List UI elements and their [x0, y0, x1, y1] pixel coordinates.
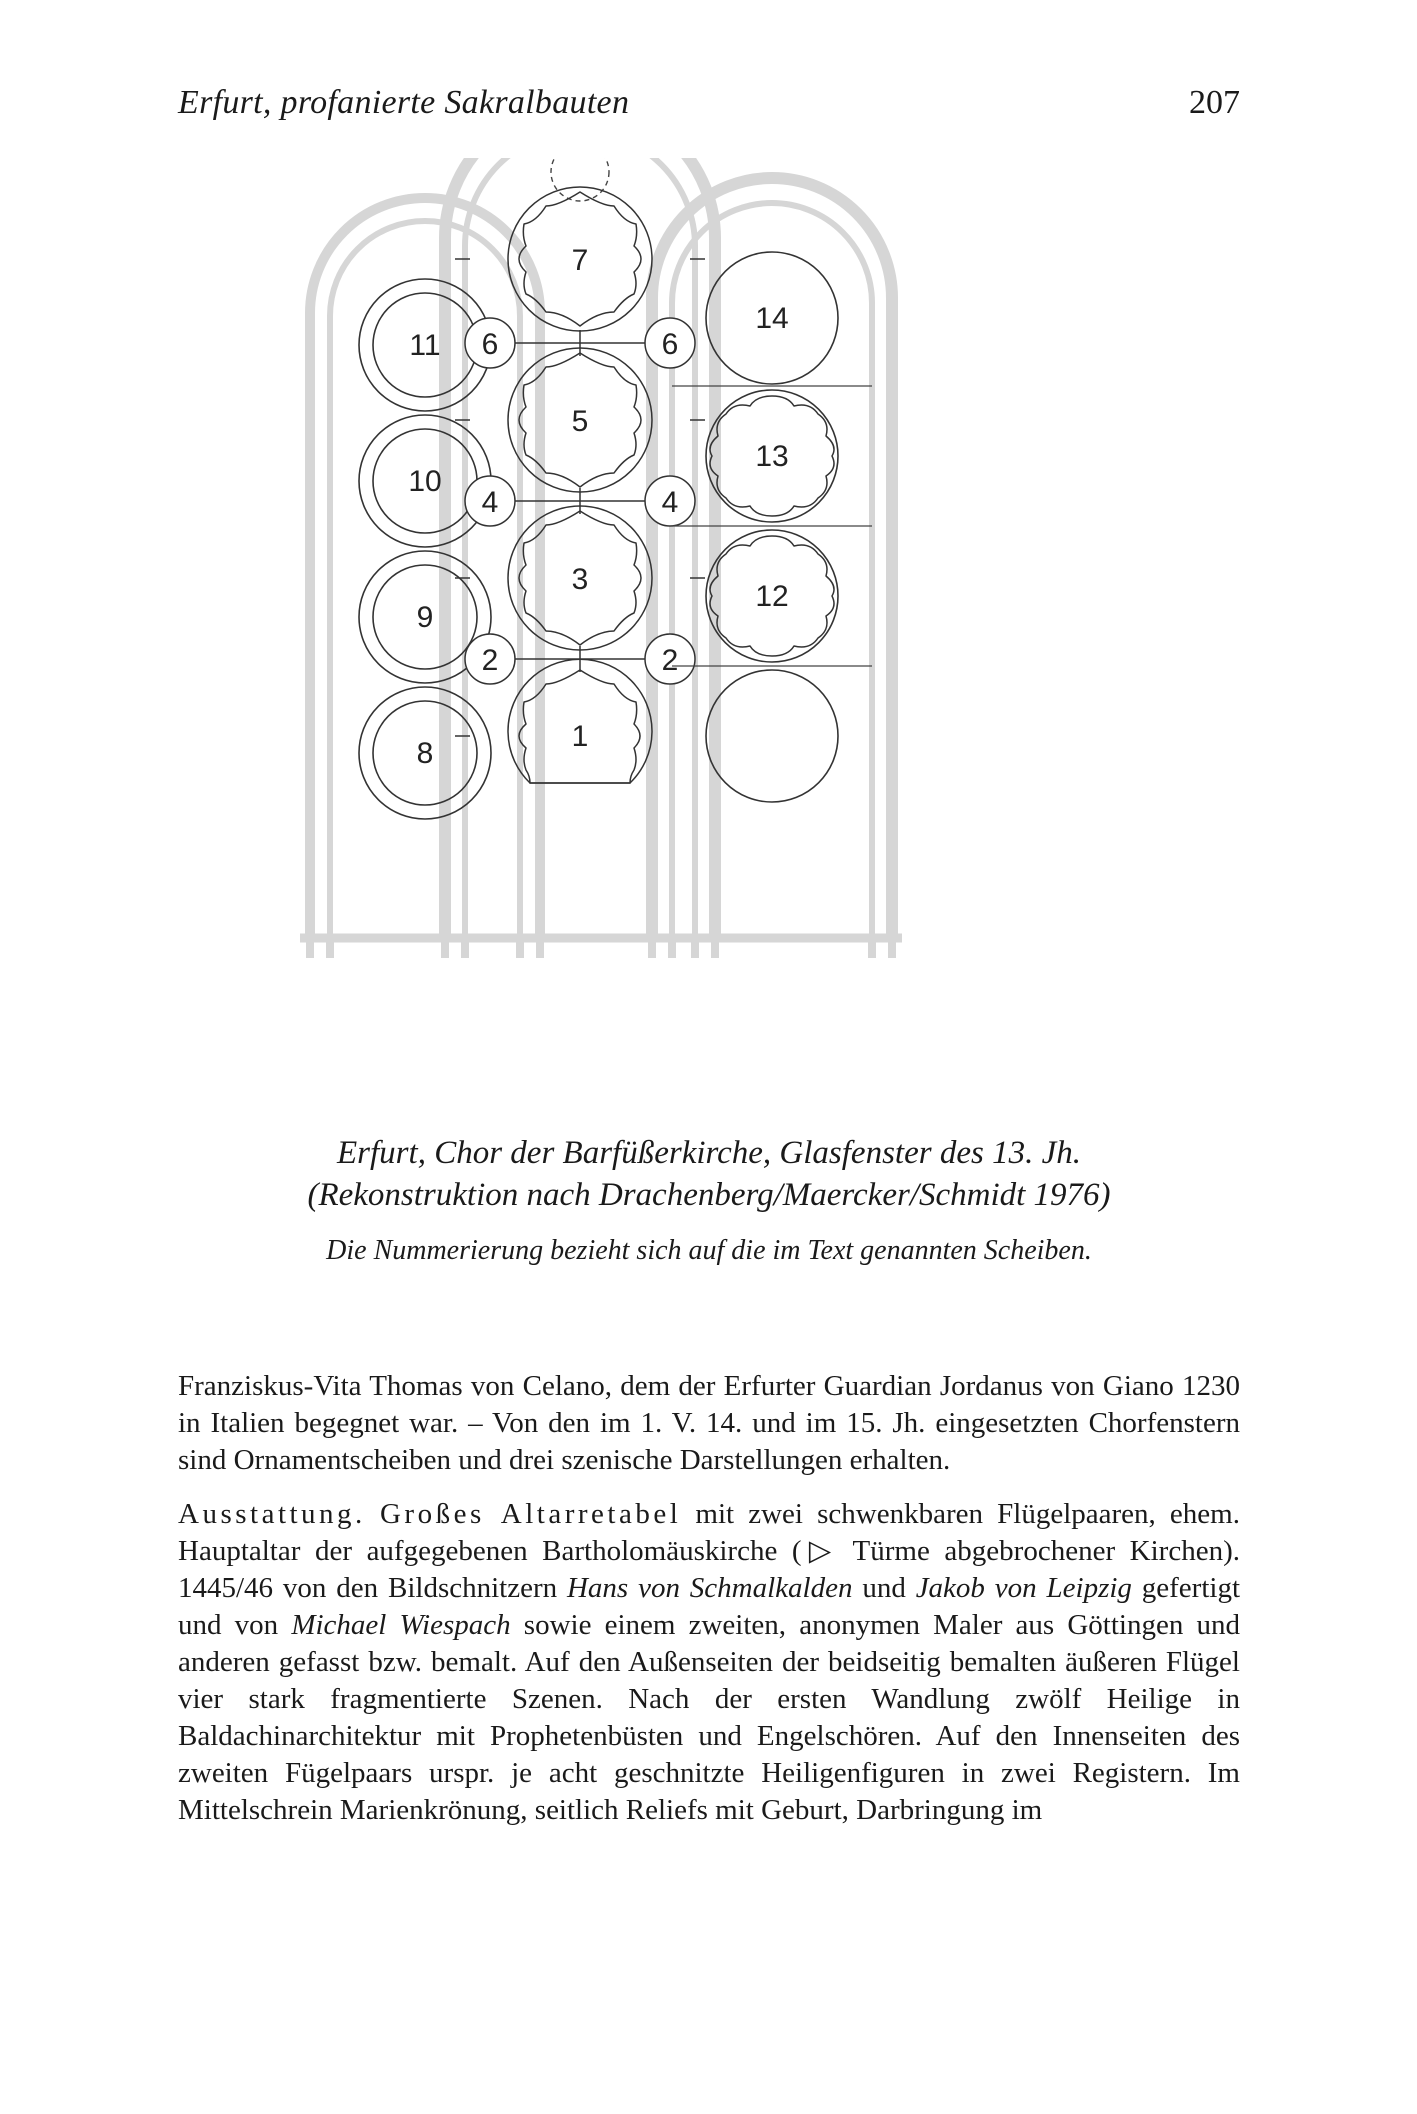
center-window-frame [435, 158, 725, 958]
small-label-6-right: 6 [661, 328, 679, 361]
left-label-8: 8 [416, 737, 434, 770]
p2-text-1: mit zwei schwenkbaren Flügelpaaren, ehem. Hauptaltar der aufgegebenen Bartholomäuskirche ( [178, 1498, 1240, 1567]
right-medallion-empty [706, 670, 838, 802]
center-label-3: 3 [571, 563, 589, 596]
left-label-11: 11 [409, 329, 441, 362]
caption-line-1: Erfurt, Chor der Barfüßerkirche, Glasfenster des 13. Jh. [337, 1135, 1081, 1171]
cross-reference-arrow-icon: ▷ [801, 1535, 839, 1567]
caption-line-2: (Rekonstruktion nach Drachenberg/Maercker/Schmidt 1976) [307, 1177, 1111, 1213]
small-label-4-right: 4 [661, 486, 679, 519]
right-window-frame [642, 178, 902, 958]
small-label-2-right: 2 [661, 644, 679, 677]
center-label-1: 1 [571, 720, 589, 753]
right-label-12: 12 [755, 580, 789, 613]
stained-glass-window-diagram [290, 158, 1130, 1108]
section-heading-ausstattung: Ausstattung. [178, 1498, 366, 1530]
left-label-10: 10 [408, 465, 442, 498]
artist-name-2: Jakob von Leipzig [915, 1572, 1132, 1604]
altarretabel-term: Großes Altarretabel [379, 1498, 682, 1530]
center-label-5: 5 [571, 405, 589, 438]
p2-text-5: sowie einem zweiten, anonymen Maler aus Göttingen und anderen gefasst bzw. bemalt. Auf den Außenseiten der beidseitig bemalten äußeren Flügel vier stark fragmentierte Szenen. Nach der ersten Wandlung zwölf Heilige in Baldachinarchitektur mit Prophetenbüsten und Engelschören. Auf den Innenseiten des zweiten Fügelpaars urspr. je acht geschnitzte Heiligenfiguren in zwei Registern. Im Mittelschrein Marienkrönung, seitlich Reliefs mit Geburt, Darbringung im [178, 1609, 1241, 1826]
p2-text-2: Türme abgebrochener Kirchen). 1445/46 von den Bildschnitzern [178, 1535, 1240, 1604]
paragraph-1: Franziskus-Vita Thomas von Celano, dem der Erfurter Guardian Jordanus von Giano 1230 in Italien begegnet war. – Von den im 1. V. 14. und im 15. Jh. eingesetzten Chorfenstern sind Ornamentscheiben und drei szenische Darstellungen erhalten. [178, 1370, 1240, 1476]
small-label-6-left: 6 [481, 328, 499, 361]
artist-name-3: Michael Wiespach [291, 1609, 511, 1641]
body-text [178, 1368, 1240, 1829]
small-label-4-left: 4 [481, 486, 499, 519]
small-label-2-left: 2 [481, 644, 499, 677]
running-title: Erfurt, profanierte Sakralbauten [178, 84, 630, 121]
caption-note: Die Nummerierung bezieht sich auf die im Text genannten Scheiben. [326, 1235, 1092, 1266]
center-label-7: 7 [571, 244, 589, 277]
right-label-14: 14 [755, 302, 789, 335]
p2-text-3: und [852, 1572, 916, 1604]
page-number: 207 [1189, 84, 1240, 121]
figure-caption [178, 1132, 1240, 1270]
paragraph-2 [178, 1496, 1240, 1829]
running-head [178, 84, 1240, 134]
top-dashed-circle [551, 158, 609, 201]
left-label-9: 9 [416, 601, 434, 634]
right-label-13: 13 [755, 440, 789, 473]
artist-name-1: Hans von Schmalkalden [566, 1572, 853, 1604]
left-window-frame [300, 198, 550, 958]
p2-text-4: gefertigt und von [178, 1572, 1241, 1641]
